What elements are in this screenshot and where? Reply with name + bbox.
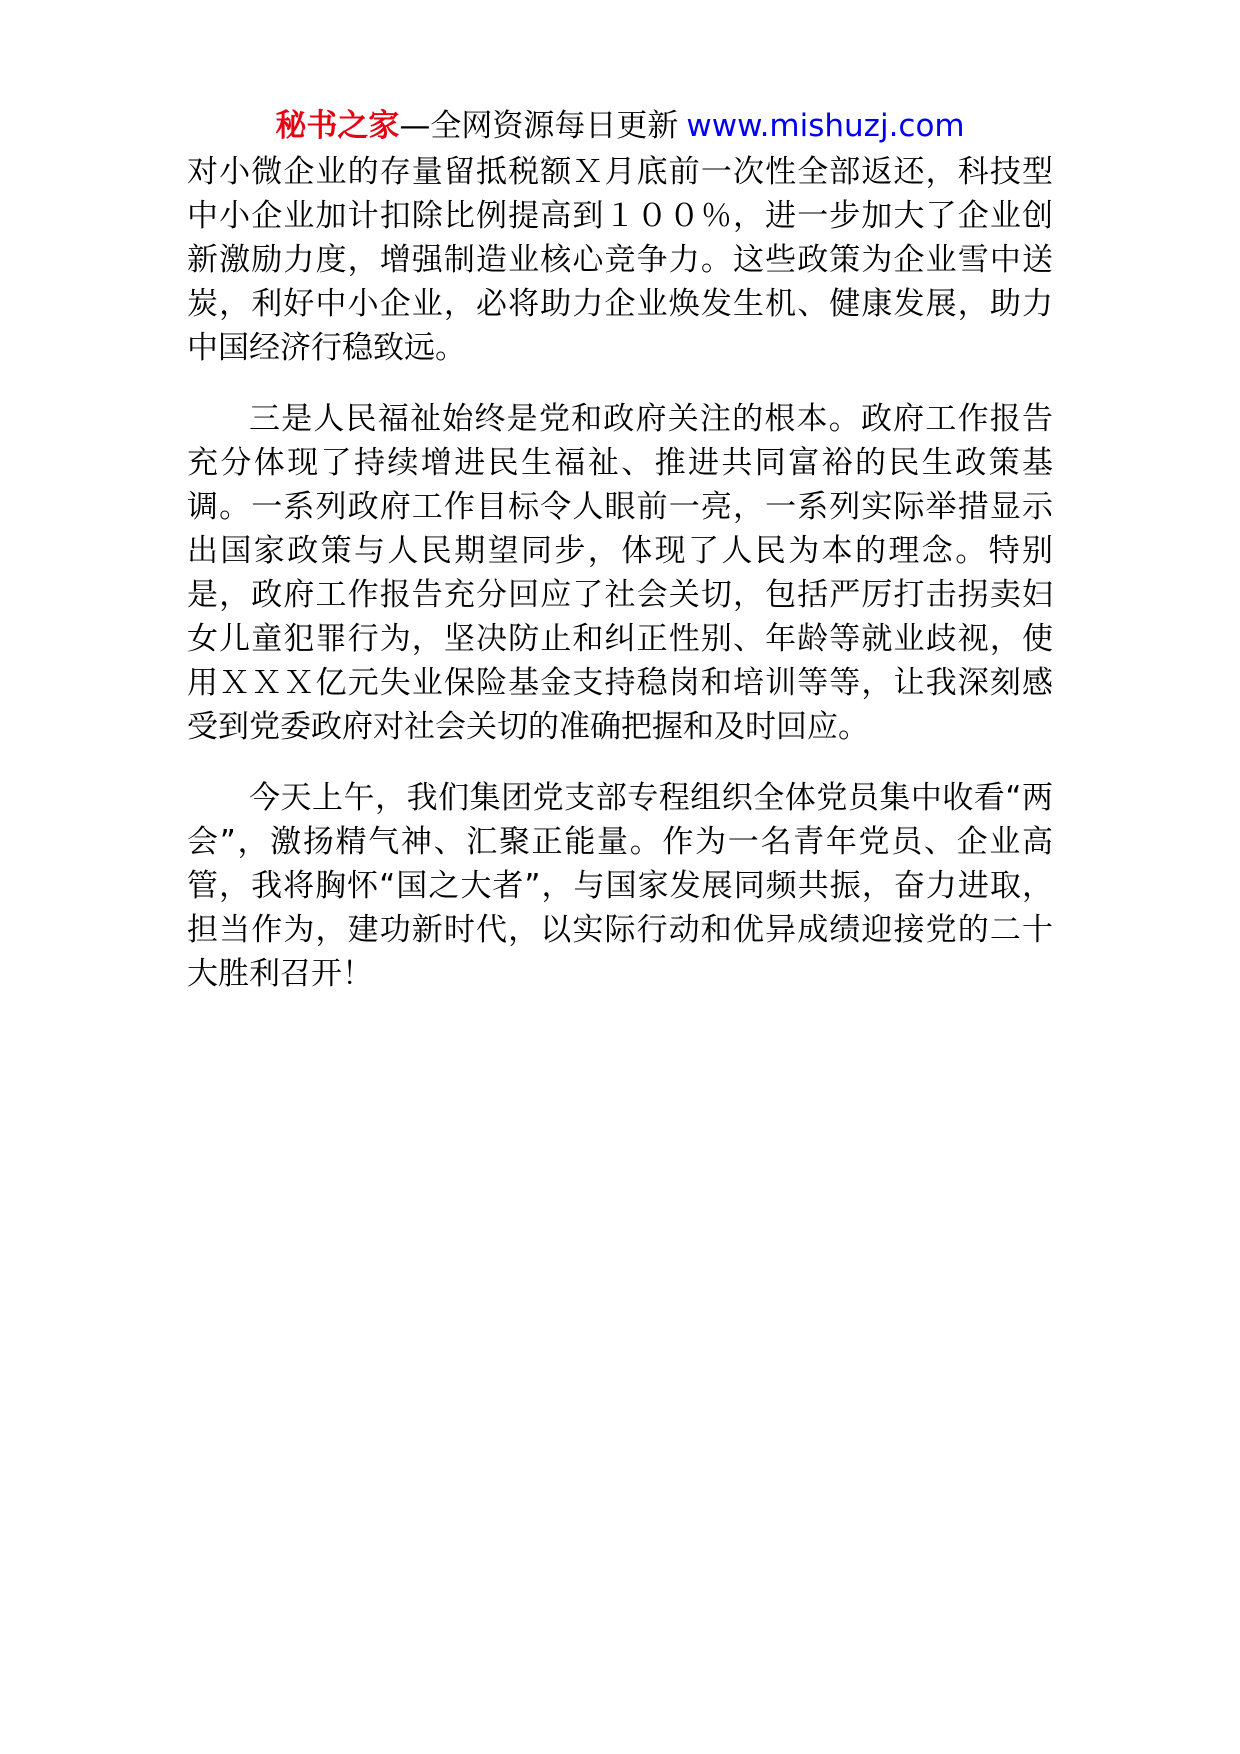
paragraph-people-welfare: 三是人民福祉始终是党和政府关注的根本。政府工作报告充分体现了持续增进民生福祉、推进共同富裕的民生政策基调。一系列政府工作目标令人眼前一亮，一系列实际举措显示出国家政策与人民期望同步，体现了人民为本的理念。特别是，政府工作报告充分回应了社会关切，包括严厉打击拐卖妇女儿童犯罪行为，坚决防止和纠正性别、年龄等就业歧视，使用ＸＸＸ亿元失业保险基金支持稳岗和培训等等，让我深刻感受到党委政府对社会关切的准确把握和及时回应。 — [187, 401, 1053, 745]
document-body — [187, 150, 1053, 996]
page-header — [0, 104, 1240, 148]
header-tagline: —全网资源每日更新 — [399, 108, 679, 144]
brand-name: 秘书之家 — [275, 108, 400, 144]
paragraph-continuation: 对小微企业的存量留抵税额Ｘ月底前一次性全部返还，科技型中小企业加计扣除比例提高到１００％，进一步加大了企业创新激励力度，增强制造业核心竞争力。这些政策为企业雪中送炭，利好中小企业，必将助力企业焕发生机、健康发展，助力中国经济行稳致远。 — [187, 154, 1053, 366]
paragraph-closing: 今天上午，我们集团党支部专程组织全体党员集中收看“两会”，激扬精气神、汇聚正能量。作为一名青年党员、企业高管，我将胸怀“国之大者”，与国家发展同频共振，奋力进取，担当作为，建功新时代，以实际行动和优异成绩迎接党的二十大胜利召开！ — [187, 780, 1053, 992]
website-link[interactable]: www.mishuzj.com — [686, 108, 965, 144]
